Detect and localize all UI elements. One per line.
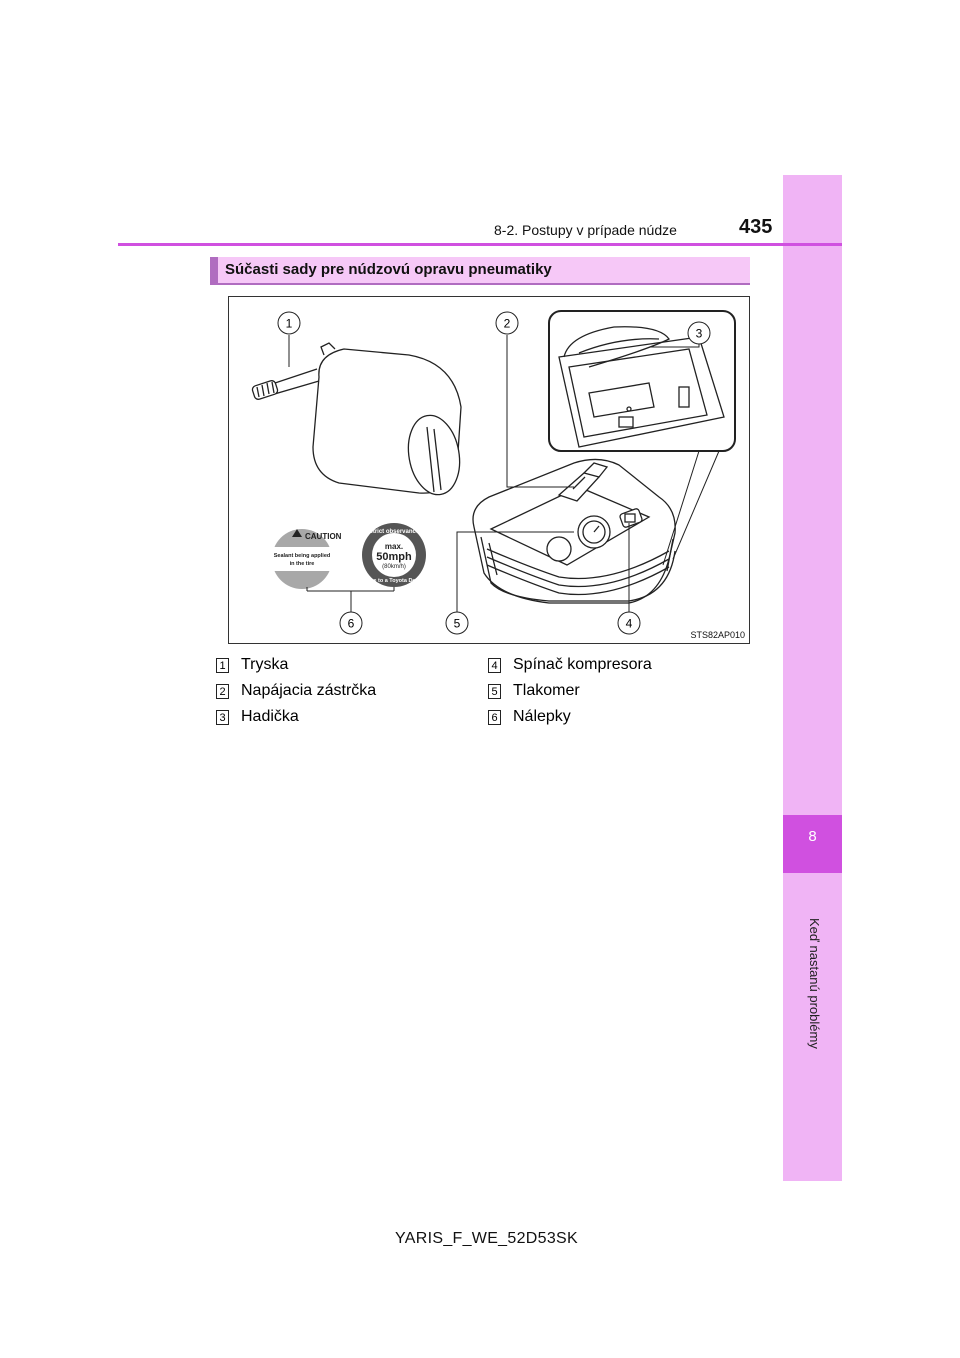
chapter-number: 8: [808, 828, 817, 845]
compressor-icon: [473, 459, 675, 603]
parts-legend: [216, 656, 736, 736]
callout-4: 4: [625, 616, 633, 631]
repair-kit-illustration: [229, 297, 749, 643]
speed-top: Strict observance: [368, 529, 420, 535]
callout-3: 3: [695, 326, 703, 341]
callout-2: 2: [503, 316, 511, 331]
legend-label: Nálepky: [513, 708, 571, 725]
legend-label: Tlakomer: [513, 682, 580, 699]
legend-item-6: [488, 708, 571, 726]
section-title: Súčasti sady pre núdzovú opravu pneumatiky: [225, 261, 552, 278]
caution-line2: in the tire: [289, 561, 315, 567]
legend-num: 5: [488, 684, 501, 699]
legend-num: 3: [216, 710, 229, 725]
speed-value: 50mph: [376, 551, 412, 563]
legend-label: Spínač kompresora: [513, 656, 652, 673]
legend-item-5: [488, 682, 580, 700]
legend-label: Napájacia zástrčka: [241, 682, 377, 699]
callout-1: 1: [285, 316, 293, 331]
document-code: YARIS_F_WE_52D53SK: [395, 1230, 578, 1247]
header-rule: [118, 243, 842, 246]
legend-item-1: [216, 656, 288, 674]
callout-6: 6: [347, 616, 355, 631]
caution-sticker-icon: [272, 529, 342, 589]
speed-max: max.: [384, 542, 404, 551]
legend-num: 1: [216, 658, 229, 673]
legend-num: 4: [488, 658, 501, 673]
page-number: 435: [739, 216, 773, 238]
legend-num: 2: [216, 684, 229, 699]
chapter-label: Keď nastanú problémy: [807, 918, 822, 1049]
caution-title: CAUTION: [305, 532, 342, 541]
speed-bottom: Drive to a Toyota Dealer: [362, 578, 426, 584]
legend-num: 6: [488, 710, 501, 725]
speed-sticker-icon: [362, 523, 426, 587]
title-accent: [210, 257, 218, 283]
caution-line1: Sealant being applied: [273, 553, 331, 559]
callout-5: 5: [453, 616, 461, 631]
legend-item-4: [488, 656, 652, 674]
legend-label: Tryska: [241, 656, 289, 673]
legend-item-2: [216, 682, 376, 700]
speed-kmh: (80km/h): [382, 564, 406, 570]
legend-item-3: [216, 708, 299, 726]
figure-code: STS82AP010: [690, 630, 745, 640]
header-section-title: 8-2. Postupy v prípade núdze: [494, 222, 677, 238]
sealant-bottle-icon: [251, 343, 465, 499]
legend-label: Hadička: [241, 708, 299, 725]
section-title-bar: [210, 257, 750, 285]
repair-kit-figure: [228, 296, 750, 644]
